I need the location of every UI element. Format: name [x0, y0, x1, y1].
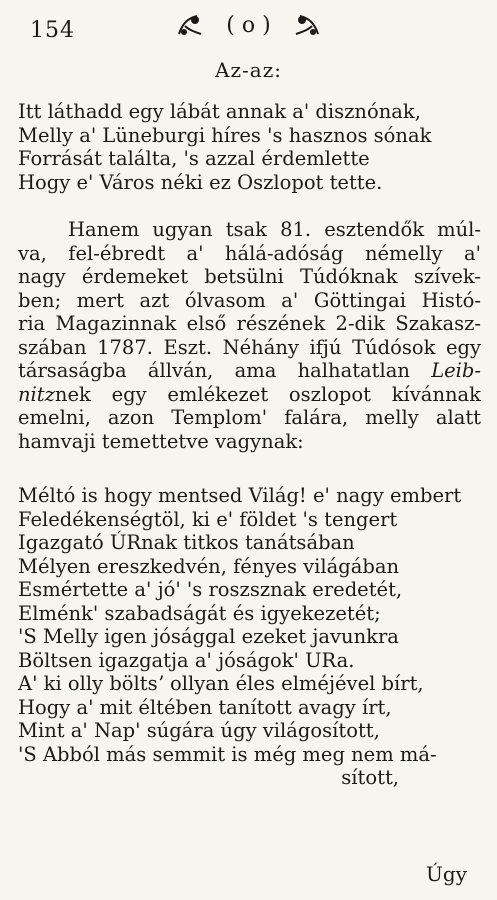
ornament-center: ( o )	[226, 13, 271, 38]
verse-line: 'S Melly igen jósággal ezeket javunkra	[18, 625, 399, 648]
verse-line: Mint a' Nap' súgára úgy világosított,	[18, 719, 380, 742]
verse-line: Forrását találta, 's azzal érdemlette	[18, 147, 370, 170]
prose-line	[18, 383, 481, 407]
verse-line: Hogy a' mit éltében tanított avagy írt,	[18, 695, 392, 719]
prose-line: Hanem ugyan tsak 81. esztendők múl-	[68, 218, 481, 241]
verse-line: Méltó is hogy mentsed Világ! e' nagy embert	[18, 484, 462, 507]
header-ornament	[0, 12, 497, 40]
prose-line: szában 1787. Eszt. Néhány ifjú Túdósok egy	[18, 335, 481, 359]
verse-line: Böltsen igazgatja a' jóságok' URa.	[18, 648, 355, 672]
verse-line: Esmértette a' jó' 's roszsznak eredetét,	[18, 578, 403, 601]
verse-line: 'S Abból más semmit is még meg nem má-	[18, 742, 437, 766]
page-header	[0, 6, 497, 46]
verse-line: Elménk' szabadságát és igyekezetét;	[18, 601, 381, 625]
verse-line: Hogy e' Város néki ez Oszlopot tette.	[18, 170, 383, 194]
verse-line: A' ki olly böltsʼ ollyan éles elméjével bírt,	[18, 672, 424, 695]
poem-verse	[18, 484, 479, 790]
prose-line: ben; mert azt ólvasom a' Göttingai Histó-	[18, 288, 481, 312]
italic-name: nitz	[18, 382, 55, 406]
floral-ornament-icon	[175, 12, 205, 40]
catchword: Úgy	[426, 862, 467, 886]
prose-line: hamvaji temettetve vagynak:	[18, 429, 304, 453]
prose-line: ria Magazinnak első részének 2-dik Szakasz-	[18, 312, 481, 335]
prose-line: emelni, azon Templom' falára, melly alatt	[18, 406, 481, 429]
prose-paragraph	[18, 218, 481, 453]
prose-line	[18, 359, 481, 383]
page-number: 154	[30, 18, 75, 43]
section-title: Az-az:	[215, 58, 282, 82]
prose-text: társaságba állván, ama halhatatlan	[18, 359, 410, 382]
verse-line: Igazgató ÚRnak titkos tanátsában	[18, 531, 355, 554]
italic-name: Leib-	[431, 359, 481, 382]
verse-line: Mélyen ereszkedvén, fényes világában	[18, 554, 400, 578]
verse-line: Feledékenségtöl, ki e' földet 's tengert	[18, 507, 398, 531]
prose-text: nek egy emlékezet oszlopot kívánnak	[54, 382, 481, 406]
verse-line: Melly a' Lüneburgi híres 's hasznos sónak	[18, 123, 432, 147]
prose-line: nagy érdemeket betsülni Túdóknak szívek-	[18, 265, 481, 288]
inscription-verse	[18, 100, 479, 194]
verse-line: Itt láthadd egy lábát annak a' disznónak,	[18, 100, 421, 123]
verse-line: sított,	[341, 766, 399, 789]
floral-ornament-icon	[292, 12, 322, 40]
prose-line: va, fel-ébredt a' hálá-adóság némelly a'	[18, 241, 481, 265]
